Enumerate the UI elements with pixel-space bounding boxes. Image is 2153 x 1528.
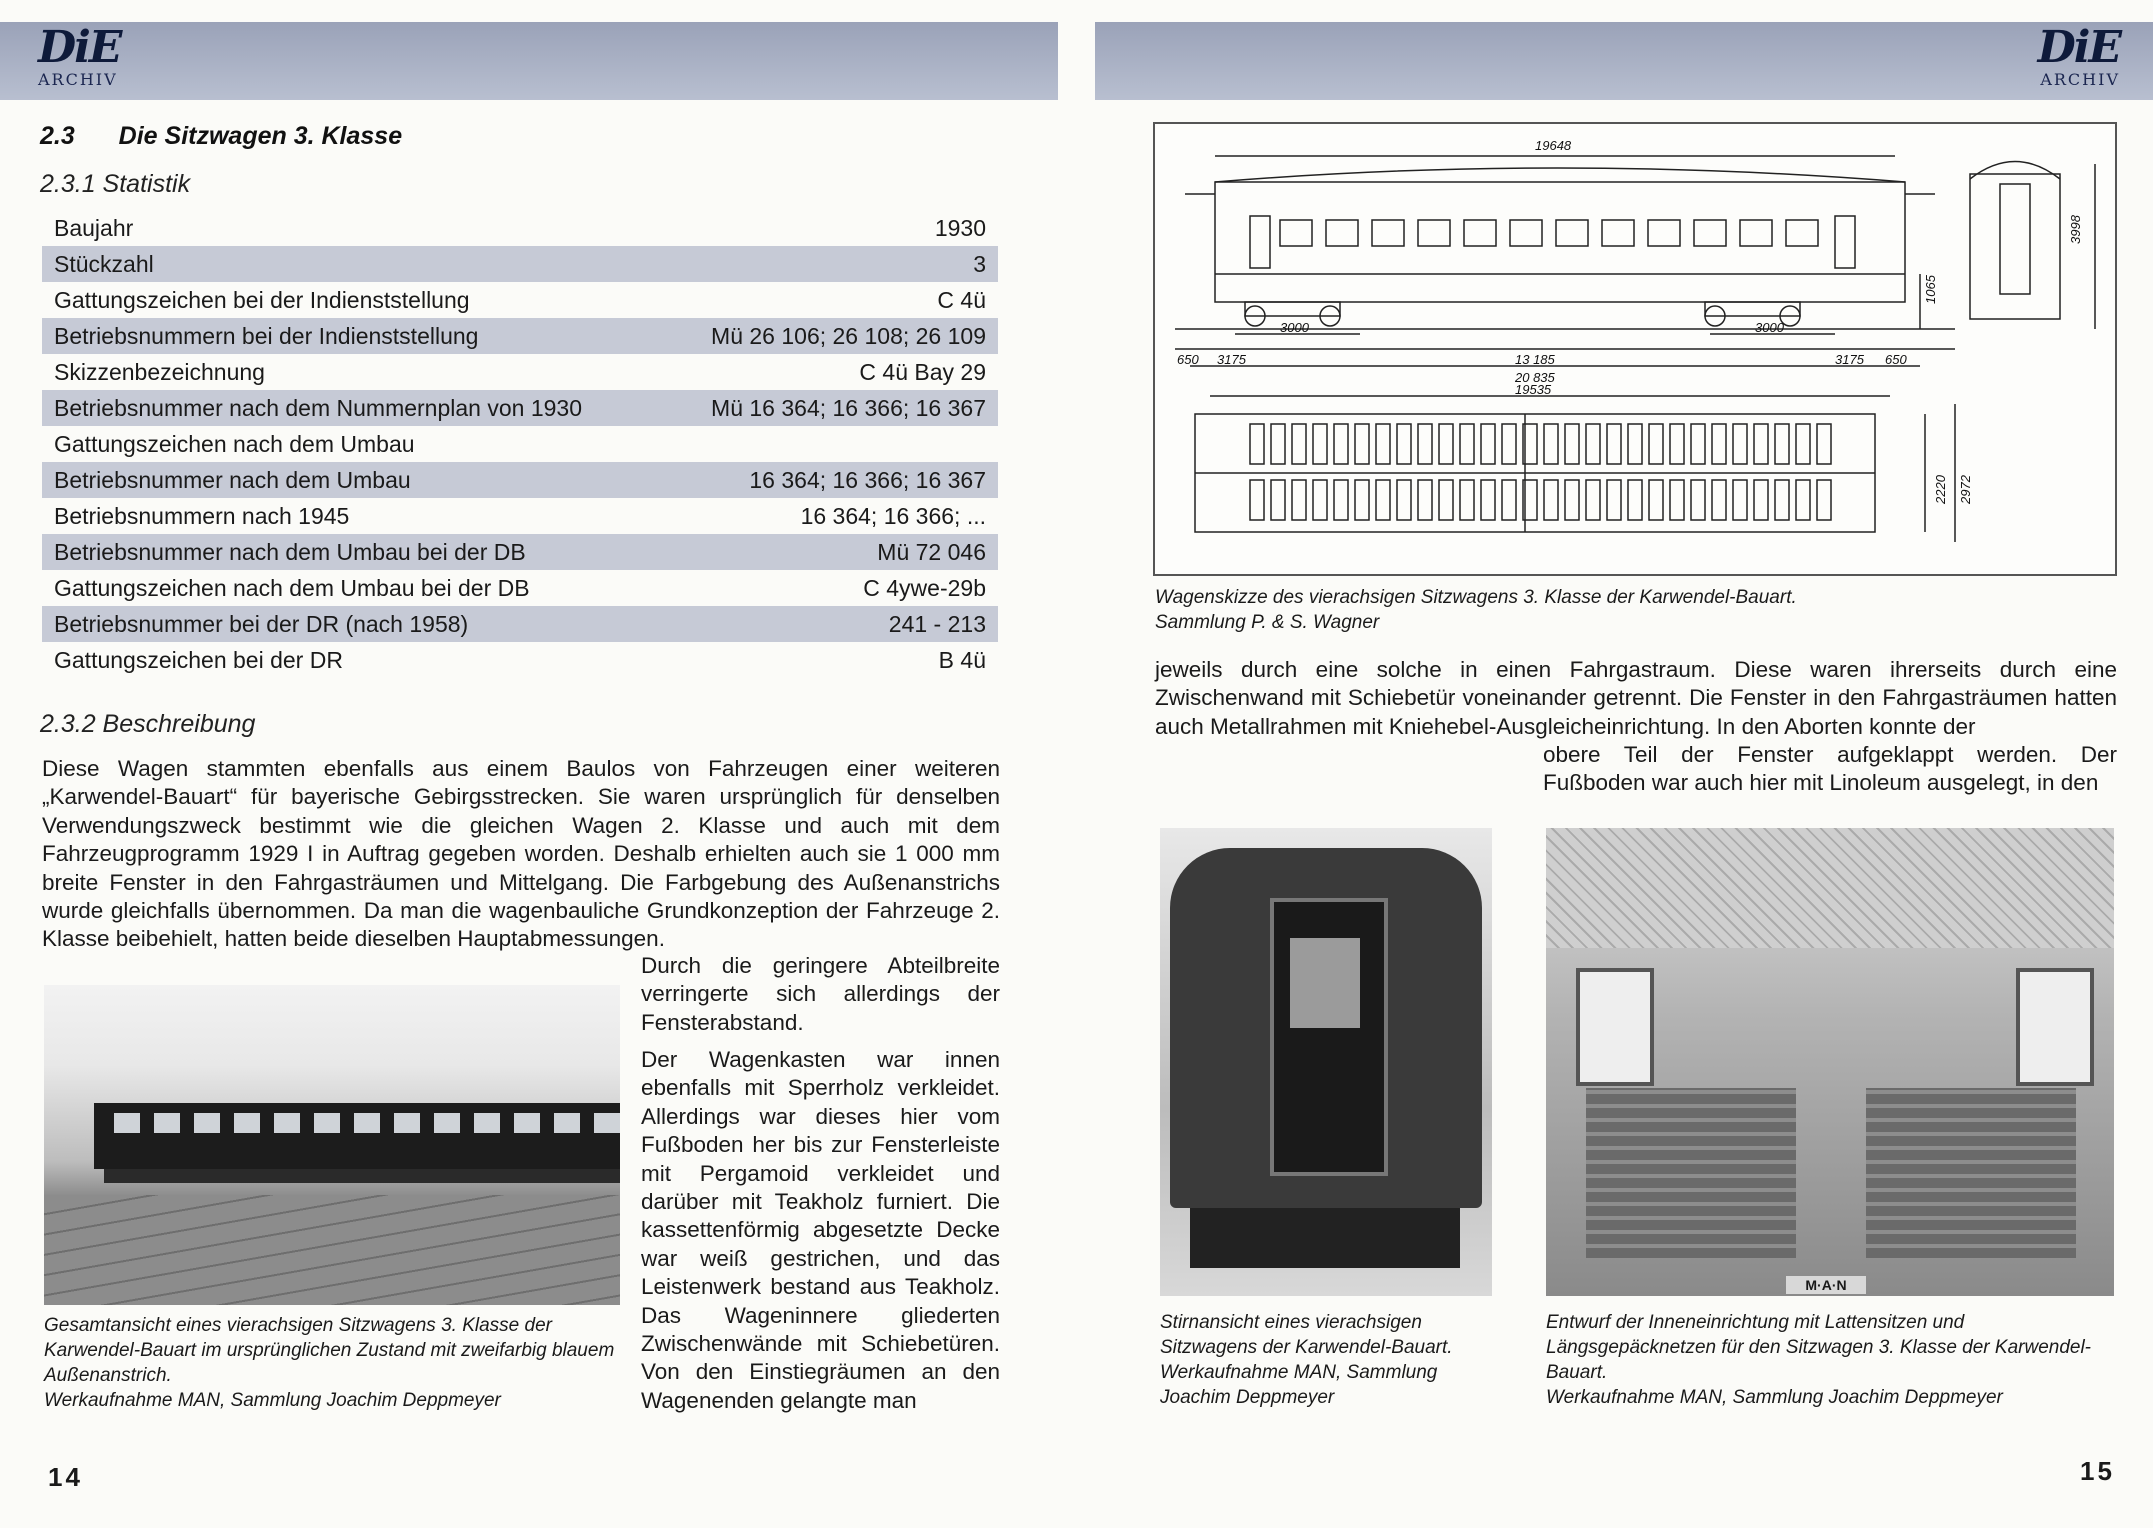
dim-inner-width: 2220 bbox=[1933, 475, 1948, 504]
side-view-credit: Werkaufnahme MAN, Sammlung Joachim Deppmeyer bbox=[44, 1390, 501, 1411]
statistics-table bbox=[42, 210, 998, 678]
page-number-left: 14 bbox=[48, 1462, 83, 1492]
stat-label: Betriebsnummer nach dem Nummernplan von 1930 bbox=[42, 390, 662, 426]
stat-value bbox=[662, 426, 998, 462]
stat-row bbox=[42, 210, 998, 246]
drawing-window bbox=[1280, 220, 1312, 246]
stat-value: 3 bbox=[662, 246, 998, 282]
drawing-caption: Wagenskizze des vierachsigen Sitzwagens 3. Klasse der Karwendel-Bauart. bbox=[1155, 587, 1797, 608]
right-logo: DiE ARCHIV bbox=[2037, 22, 2120, 89]
front-view-caption: Stirnansicht eines vierachsigen Sitzwagens der Karwendel-Bauart. bbox=[1160, 1312, 1453, 1358]
drawing-seat bbox=[1712, 480, 1726, 520]
left-header-bar bbox=[0, 22, 1058, 100]
drawing-window bbox=[1510, 220, 1542, 246]
drawing-credit: Sammlung P. & S. Wagner bbox=[1155, 612, 1380, 633]
front-view-credit: Werkaufnahme MAN, Sammlung Joachim Deppmeyer bbox=[1160, 1362, 1438, 1408]
drawing-seat bbox=[1691, 424, 1705, 464]
drawing-seat bbox=[1397, 480, 1411, 520]
drawing-seat bbox=[1418, 424, 1432, 464]
drawing-seat bbox=[1607, 424, 1621, 464]
drawing-seat bbox=[1775, 480, 1789, 520]
drawing-seat bbox=[1817, 480, 1831, 520]
drawing-seat bbox=[1733, 424, 1747, 464]
drawing-seat bbox=[1502, 480, 1516, 520]
drawing-seat bbox=[1460, 424, 1474, 464]
drawing-seat bbox=[1754, 424, 1768, 464]
section-heading bbox=[40, 122, 402, 151]
drawing-seat bbox=[1376, 424, 1390, 464]
drawing-window bbox=[1602, 220, 1634, 246]
interior-caption: Entwurf der Inneneinrichtung mit Lattensitzen und Längsgepäcknetzen für den Sitzwagen 3. Klasse der Karwendel-Bauart. bbox=[1546, 1312, 2092, 1383]
description-paragraph-2: Durch die geringere Abteilbreite verringerte sich allerdings der Fensterabstand. bbox=[641, 953, 1000, 1035]
drawing-seat bbox=[1355, 480, 1369, 520]
dim-floor: 1065 bbox=[1923, 275, 1938, 304]
drawing-seat bbox=[1670, 424, 1684, 464]
drawing-seat bbox=[1271, 480, 1285, 520]
stat-row bbox=[42, 462, 998, 498]
drawing-seat bbox=[1460, 480, 1474, 520]
stat-label: Gattungszeichen nach dem Umbau bei der DB bbox=[54, 574, 530, 601]
drawing-seat bbox=[1691, 480, 1705, 520]
drawing-seat bbox=[1313, 424, 1327, 464]
drawing-window bbox=[1372, 220, 1404, 246]
drawing-seat bbox=[1397, 424, 1411, 464]
interior-photo bbox=[1546, 828, 2114, 1296]
dim-overall-top: 19648 bbox=[1535, 138, 1572, 153]
drawing-seat bbox=[1607, 480, 1621, 520]
side-view-photo bbox=[44, 985, 620, 1305]
stat-value: C 4ü bbox=[937, 286, 986, 313]
right-paragraph-indent: obere Teil der Fenster aufgeklappt werden. Der Fußboden war auch hier mit Linoleum ausgelegt, in den bbox=[1543, 742, 2117, 796]
drawing-seat bbox=[1439, 480, 1453, 520]
section-number: 2.3 bbox=[40, 122, 75, 150]
stat-label: Betriebsnummer nach dem Umbau bei der DB bbox=[42, 534, 662, 570]
drawing-seat bbox=[1292, 424, 1306, 464]
wagon-drawing-svg bbox=[1155, 124, 2115, 574]
drawing-window bbox=[1786, 220, 1818, 246]
drawing-seat bbox=[1439, 424, 1453, 464]
dim-center: 13 185 bbox=[1515, 352, 1555, 367]
stat-label: Baujahr bbox=[54, 214, 134, 241]
dim-bogie-1: 3000 bbox=[1280, 320, 1309, 335]
stat-row bbox=[42, 642, 998, 678]
drawing-seat bbox=[1250, 424, 1264, 464]
dim-outer-width: 2972 bbox=[1958, 475, 1973, 504]
drawing-seat bbox=[1544, 480, 1558, 520]
stat-row bbox=[42, 390, 998, 426]
drawing-seat bbox=[1775, 424, 1789, 464]
drawing-seat bbox=[1481, 480, 1495, 520]
stat-label: Betriebsnummer nach dem Umbau bbox=[42, 462, 662, 498]
drawing-seat bbox=[1628, 480, 1642, 520]
dim-right-end: 650 bbox=[1885, 352, 1907, 367]
stat-label: Betriebsnummern nach 1945 bbox=[54, 502, 350, 529]
drawing-seat bbox=[1754, 480, 1768, 520]
stat-row bbox=[42, 570, 998, 606]
drawing-seat bbox=[1796, 480, 1810, 520]
stat-row bbox=[42, 534, 998, 570]
stat-row bbox=[42, 354, 998, 390]
drawing-window bbox=[1418, 220, 1450, 246]
dim-right-overhang: 3175 bbox=[1835, 352, 1864, 367]
drawing-seat bbox=[1565, 424, 1579, 464]
description-paragraph-1: Diese Wagen stammten ebenfalls aus einem Baulos von Fahrzeugen einer weiteren „Karwendel-Bauart“ für bayerische Gebirgsstrecken. Sie waren ursprünglich für denselben Verwendungszweck bestimmt wie die gleichen Wagen 2. Klasse und auch mit dem Fahrzeugprogramm 1929 I in Auftrag gegeben worden. Deshalb erhielten auch sie 1 000 mm breite Fenster in den Fahrgasträumen und Mittelgang. Die Farbgebung des Außenanstrichs wurde gleichfalls übernommen. Da man die wagenbauliche Grundkonzeption der Fahrzeuge 2. Klasse beibehielt, hatten beide dieselben Hauptabmessungen. bbox=[42, 756, 1000, 952]
stat-value: B 4ü bbox=[938, 646, 986, 673]
drawing-seat bbox=[1376, 480, 1390, 520]
drawing-seat bbox=[1628, 424, 1642, 464]
drawing-seat bbox=[1334, 424, 1348, 464]
stat-label: Betriebsnummer bei der DR (nach 1958) bbox=[42, 606, 662, 642]
stat-label: Gattungszeichen nach dem Umbau bbox=[54, 430, 415, 457]
man-sign: M·A·N bbox=[1786, 1276, 1866, 1294]
left-logo: DiE ARCHIV bbox=[38, 22, 121, 89]
stat-row bbox=[42, 318, 998, 354]
drawing-seat bbox=[1271, 424, 1285, 464]
right-header-bar bbox=[1095, 22, 2153, 100]
drawing-seat bbox=[1502, 424, 1516, 464]
drawing-seat bbox=[1292, 480, 1306, 520]
drawing-seat bbox=[1733, 480, 1747, 520]
dim-plan-length: 19535 bbox=[1515, 382, 1552, 397]
stat-value: C 4ywe-29b bbox=[863, 574, 986, 601]
dim-left-overhang: 3175 bbox=[1217, 352, 1246, 367]
drawing-seat bbox=[1481, 424, 1495, 464]
drawing-seat bbox=[1418, 480, 1432, 520]
stat-row bbox=[42, 246, 998, 282]
subsection-beschreibung: 2.3.2 Beschreibung bbox=[40, 710, 256, 738]
drawing-window bbox=[1464, 220, 1496, 246]
stat-label: Skizzenbezeichnung bbox=[54, 358, 265, 385]
stat-row bbox=[42, 606, 998, 642]
drawing-seat bbox=[1544, 424, 1558, 464]
drawing-seat bbox=[1649, 424, 1663, 464]
dim-left-end: 650 bbox=[1177, 352, 1199, 367]
drawing-seat bbox=[1649, 480, 1663, 520]
side-view-caption: Gesamtansicht eines vierachsigen Sitzwagens 3. Klasse der Karwendel-Bauart im ursprünglichen Zustand mit zweifarbig blauem Außenanstrich. bbox=[44, 1315, 615, 1386]
stat-value: C 4ü Bay 29 bbox=[859, 358, 986, 385]
drawing-seat bbox=[1712, 424, 1726, 464]
drawing-seat bbox=[1586, 480, 1600, 520]
stat-label: Gattungszeichen bei der Indienststellung bbox=[54, 286, 470, 313]
right-paragraph-full: jeweils durch eine solche in einen Fahrgastraum. Diese waren ihrerseits durch eine Zwischenwand mit Schiebetür voneinander getrennt. Die Fenster in den Fahrgasträumen hatten auch Metallrahmen mit Kniehebel-Ausgleicheinrichtung. In den Aborten konnte der bbox=[1155, 657, 2117, 739]
description-paragraph-3: Der Wagenkasten war innen ebenfalls mit Sperrholz verkleidet. Allerdings war dieses hier vom Fußboden her bis zur Fensterleiste mit Pergamoid verkleidet und darüber mit Teakholz furniert. Die kassettenförmig abgesetzte Decke war weiß gestrichen, und das Leistenwerk bestand aus Teakholz. Das Wageninnere gliederten Zwischenwände mit Schiebetüren. Von den Einstiegräumen an den Wagenenden gelangte man bbox=[641, 1047, 1000, 1413]
stat-value: Mü 16 364; 16 366; 16 367 bbox=[662, 390, 998, 426]
drawing-window bbox=[1694, 220, 1726, 246]
stat-label: Gattungszeichen bei der DR bbox=[54, 646, 343, 673]
subsection-statistik: 2.3.1 Statistik bbox=[40, 170, 191, 198]
dim-bogie-2: 3000 bbox=[1755, 320, 1784, 335]
stat-row bbox=[42, 282, 998, 318]
dim-total: 20 835 bbox=[1515, 370, 1555, 385]
drawing-seat bbox=[1334, 480, 1348, 520]
stat-row bbox=[42, 498, 998, 534]
drawing-seat bbox=[1355, 424, 1369, 464]
drawing-seat bbox=[1796, 424, 1810, 464]
stat-value: 16 364; 16 366; ... bbox=[800, 502, 986, 529]
stat-value: Mü 72 046 bbox=[662, 534, 998, 570]
page-number-right: 15 bbox=[2080, 1456, 2115, 1486]
drawing-window bbox=[1326, 220, 1358, 246]
drawing-seat bbox=[1313, 480, 1327, 520]
drawing-seat bbox=[1670, 480, 1684, 520]
stat-row bbox=[42, 426, 998, 462]
drawing-window bbox=[1556, 220, 1588, 246]
stat-label: Betriebsnummern bei der Indienststellung bbox=[42, 318, 662, 354]
drawing-window bbox=[1740, 220, 1772, 246]
stat-value: Mü 26 106; 26 108; 26 109 bbox=[662, 318, 998, 354]
stat-label: Stückzahl bbox=[42, 246, 662, 282]
drawing-seat bbox=[1565, 480, 1579, 520]
dim-height: 3998 bbox=[2068, 215, 2083, 244]
stat-value: 1930 bbox=[934, 214, 986, 241]
drawing-seat bbox=[1586, 424, 1600, 464]
stat-value: 241 - 213 bbox=[662, 606, 998, 642]
interior-credit: Werkaufnahme MAN, Sammlung Joachim Deppmeyer bbox=[1546, 1387, 2003, 1408]
stat-value: 16 364; 16 366; 16 367 bbox=[662, 462, 998, 498]
wagon-drawing bbox=[1153, 122, 2117, 576]
section-title: Die Sitzwagen 3. Klasse bbox=[118, 122, 403, 150]
drawing-seat bbox=[1817, 424, 1831, 464]
front-view-photo bbox=[1160, 828, 1492, 1296]
drawing-seat bbox=[1250, 480, 1264, 520]
drawing-window bbox=[1648, 220, 1680, 246]
